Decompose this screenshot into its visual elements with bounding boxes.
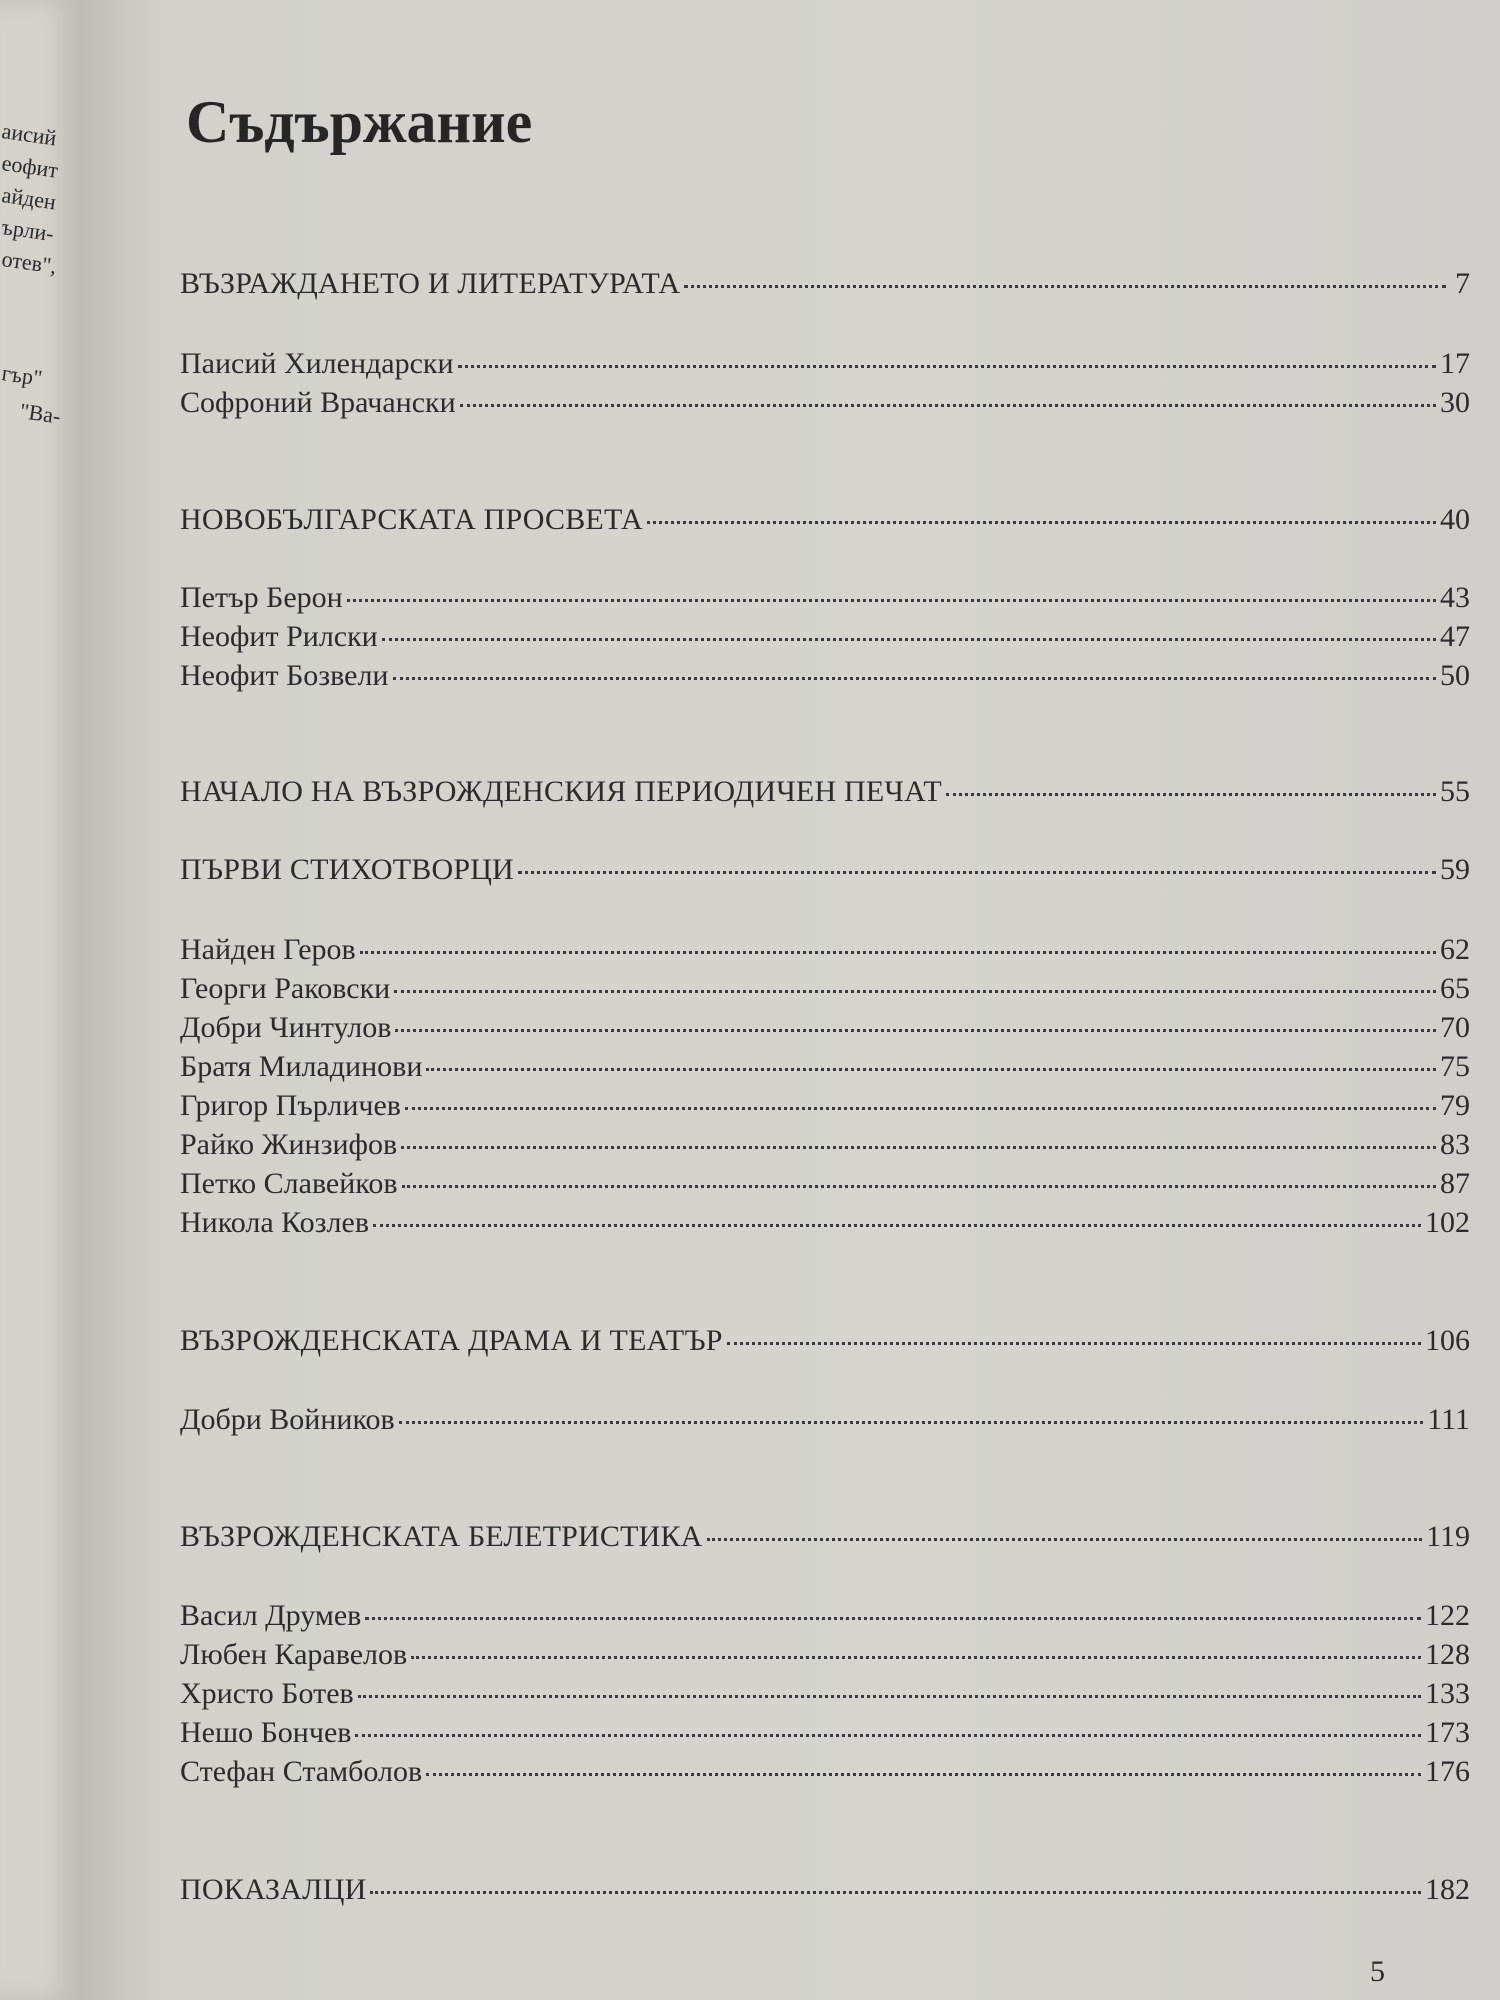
- dot-leader: [394, 990, 1436, 993]
- toc-section: [180, 1872, 1470, 1908]
- page-title: Съдържание: [186, 89, 533, 155]
- left-page-fragment: гър": [0, 360, 44, 391]
- toc-label: Паисий Хилендарски: [180, 347, 454, 380]
- toc-entry: [180, 619, 1470, 655]
- dot-leader: [382, 638, 1436, 641]
- left-page-edge: [0, 0, 82, 2000]
- dot-leader: [393, 677, 1437, 680]
- toc-entry: [180, 1598, 1470, 1634]
- toc-page: 7: [1455, 267, 1470, 300]
- dot-leader: [373, 1224, 1421, 1227]
- toc-entry: [180, 385, 1470, 421]
- toc-page: 173: [1425, 1716, 1470, 1749]
- toc-label: ВЪЗРОЖДЕНСКАТА ДРАМА И ТЕАТЪР: [180, 1324, 723, 1357]
- dot-leader: [347, 599, 1436, 602]
- toc-page: 17: [1440, 347, 1470, 380]
- toc-entry: [180, 1637, 1470, 1673]
- dot-leader: [370, 1891, 1421, 1894]
- toc-label: Добри Чинтулов: [180, 1011, 392, 1044]
- toc-label: ПОКАЗАЛЦИ: [180, 1873, 367, 1906]
- toc-label: Григор Пърличев: [180, 1089, 401, 1122]
- toc-label: НОВОБЪЛГАРСКАТА ПРОСВЕТА: [180, 503, 643, 536]
- toc-page: 40: [1440, 503, 1470, 536]
- left-page-fragment: еофит: [0, 150, 60, 183]
- toc-label: Неофит Бозвели: [180, 659, 389, 692]
- dot-leader: [707, 1538, 1423, 1541]
- toc-label: Петър Берон: [180, 581, 343, 614]
- dot-leader: [518, 871, 1436, 874]
- dot-leader: [365, 1617, 1421, 1620]
- dot-leader: [399, 1421, 1424, 1424]
- left-page-fragment: ърли-: [0, 214, 56, 247]
- toc-page: 47: [1440, 620, 1470, 653]
- toc-section: [180, 852, 1470, 888]
- toc-entry: [180, 1676, 1470, 1712]
- toc-entry: [180, 658, 1470, 694]
- dot-leader: [401, 1146, 1436, 1149]
- dot-leader: [426, 1773, 1421, 1776]
- toc-label: Добри Войников: [180, 1403, 395, 1436]
- dot-leader: [460, 404, 1436, 407]
- dot-leader: [946, 793, 1436, 796]
- toc-page: 62: [1440, 933, 1470, 966]
- toc-page: 65: [1440, 972, 1470, 1005]
- toc-entry: [180, 346, 1470, 382]
- dot-leader: [358, 1695, 1421, 1698]
- toc-label: ВЪЗРАЖДАНЕТО И ЛИТЕРАТУРАТА: [180, 267, 681, 300]
- toc-entry: [180, 1010, 1470, 1046]
- toc-label: ПЪРВИ СТИХОТВОРЦИ: [180, 853, 514, 886]
- left-page-fragment: отев",: [0, 246, 59, 279]
- dot-leader: [684, 285, 1446, 288]
- toc-label: Райко Жинзифов: [180, 1128, 398, 1161]
- dot-leader: [727, 1342, 1421, 1345]
- toc-page: 55: [1440, 775, 1470, 808]
- dot-leader: [405, 1107, 1436, 1110]
- toc-page: 70: [1440, 1011, 1470, 1044]
- toc-label: Нешо Бончев: [180, 1716, 352, 1749]
- toc-entry: [180, 1127, 1470, 1163]
- toc-label: НАЧАЛО НА ВЪЗРОЖДЕНСКИЯ ПЕРИОДИЧЕН ПЕЧАТ: [180, 775, 942, 808]
- toc-page: 87: [1440, 1167, 1470, 1200]
- toc-page: 106: [1425, 1324, 1470, 1357]
- toc-label: ВЪЗРОЖДЕНСКАТА БЕЛЕТРИСТИКА: [180, 1520, 703, 1553]
- page-number: 5: [1370, 1955, 1385, 1988]
- toc-page: 30: [1440, 386, 1470, 419]
- dot-leader: [402, 1185, 1436, 1188]
- toc-entry: [180, 1715, 1470, 1751]
- toc-entry: [180, 971, 1470, 1007]
- toc-page: 176: [1425, 1755, 1470, 1788]
- toc-section: [180, 502, 1470, 538]
- dot-leader: [411, 1656, 1421, 1659]
- toc-section: [180, 1519, 1470, 1555]
- toc-label: Никола Козлев: [180, 1206, 369, 1239]
- toc-entry: [180, 1402, 1470, 1438]
- toc-label: Васил Друмев: [180, 1599, 362, 1632]
- toc-entry: [180, 1049, 1470, 1085]
- toc-entry: [180, 580, 1470, 616]
- toc-entry: [180, 932, 1470, 968]
- dot-leader: [355, 1734, 1421, 1737]
- toc-label: Софроний Врачански: [180, 386, 456, 419]
- toc-page: 182: [1425, 1873, 1470, 1906]
- toc-page: 59: [1440, 853, 1470, 886]
- toc-label: Стефан Стамболов: [180, 1755, 423, 1788]
- toc-section: [180, 1323, 1470, 1359]
- toc-section: [180, 266, 1470, 302]
- toc-entry: [180, 1754, 1470, 1790]
- toc-label: Неофит Рилски: [180, 620, 378, 653]
- book-page: [80, 0, 1500, 2000]
- toc-page: 83: [1440, 1128, 1470, 1161]
- toc-entry: [180, 1166, 1470, 1202]
- toc-label: Петко Славейков: [180, 1167, 398, 1200]
- toc-page: 102: [1425, 1206, 1470, 1239]
- toc-label: Христо Ботев: [180, 1677, 354, 1710]
- toc-page: 50: [1440, 659, 1470, 692]
- toc-page: 111: [1427, 1403, 1470, 1436]
- dot-leader: [426, 1068, 1436, 1071]
- toc-page: 43: [1440, 581, 1470, 614]
- left-page-fragment: аисий: [0, 118, 59, 151]
- toc-label: Георги Раковски: [180, 972, 391, 1005]
- toc-label: Любен Каравелов: [180, 1638, 408, 1671]
- toc-page: 79: [1440, 1089, 1470, 1122]
- toc-page: 119: [1426, 1520, 1470, 1553]
- toc-page: 128: [1425, 1638, 1470, 1671]
- toc-page: 133: [1425, 1677, 1470, 1710]
- toc-page: 75: [1440, 1050, 1470, 1083]
- toc-label: Найден Геров: [180, 933, 356, 966]
- left-page-fragment: айден: [0, 182, 58, 215]
- toc-entry: [180, 1205, 1470, 1241]
- dot-leader: [458, 365, 1436, 368]
- left-page-fragment: "Ва-: [18, 398, 63, 429]
- toc-entry: [180, 1088, 1470, 1124]
- toc-label: Братя Миладинови: [180, 1050, 423, 1083]
- dot-leader: [360, 951, 1436, 954]
- dot-leader: [395, 1029, 1436, 1032]
- toc-page: 122: [1425, 1599, 1470, 1632]
- dot-leader: [647, 521, 1436, 524]
- toc-section: [180, 774, 1470, 810]
